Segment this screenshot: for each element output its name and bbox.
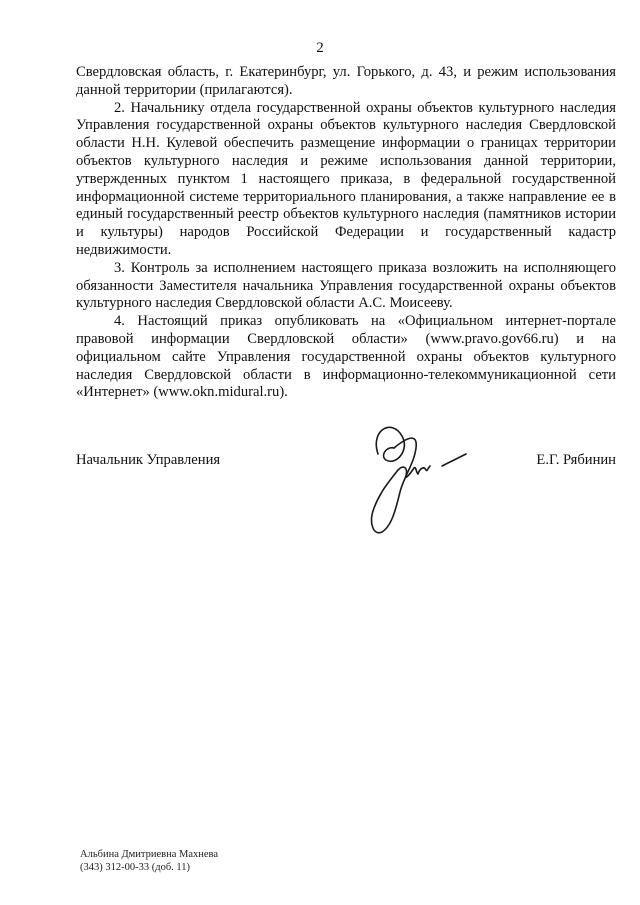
paragraph-3: 3. Контроль за исполнением настоящего приказа возложить на исполняющего обязанности Заместителя начальника Управления государственной охраны объектов культурного наследия Свердловской области А.С. Моисееву. <box>76 259 616 312</box>
signer-title: Начальник Управления <box>76 452 221 468</box>
paragraph-1-continuation: Свердловская область, г. Екатеринбург, ул. Горького, д. 43, и режим использования данной территории (прилагаются). <box>76 64 616 98</box>
paragraph-2: 2. Начальнику отдела государственной охраны объектов культурного наследия Управления государственной охраны объектов культурного наследия Свердловской области Н.Н. Кулевой обеспечить размещение информации о границах территории объектов культурного наследия и режиме использования данной территории, утвержденных пунктом 1 настоящего приказа, в федеральной государственной информационной системе территориального планирования, а также направление ее в единый государственный реестр объектов культурного наследия (памятников истории и культуры) народов Российской Федерации и государственный кадастр недвижимости. <box>76 99 616 258</box>
contact-info <box>80 848 218 874</box>
contact-name: Альбина Дмитриевна Махнева <box>80 849 219 860</box>
handwritten-signature <box>330 408 470 538</box>
contact-phone: (343) 312-00-33 (доб. 11) <box>80 862 191 873</box>
document-body <box>76 64 616 402</box>
page-number: 2 <box>316 40 324 56</box>
paragraph-4: 4. Настоящий приказ опубликовать на «Официальном интернет-портале правовой информации Свердловской области» (www.pravo.gov66.ru) и на официальном сайте Управления государственной охраны объектов культурного наследия Свердловской области в информационно-телекоммуникационной сети «Интернет» (www.okn.midural.ru). <box>76 313 616 401</box>
signer-name: Е.Г. Рябинин <box>536 452 616 468</box>
